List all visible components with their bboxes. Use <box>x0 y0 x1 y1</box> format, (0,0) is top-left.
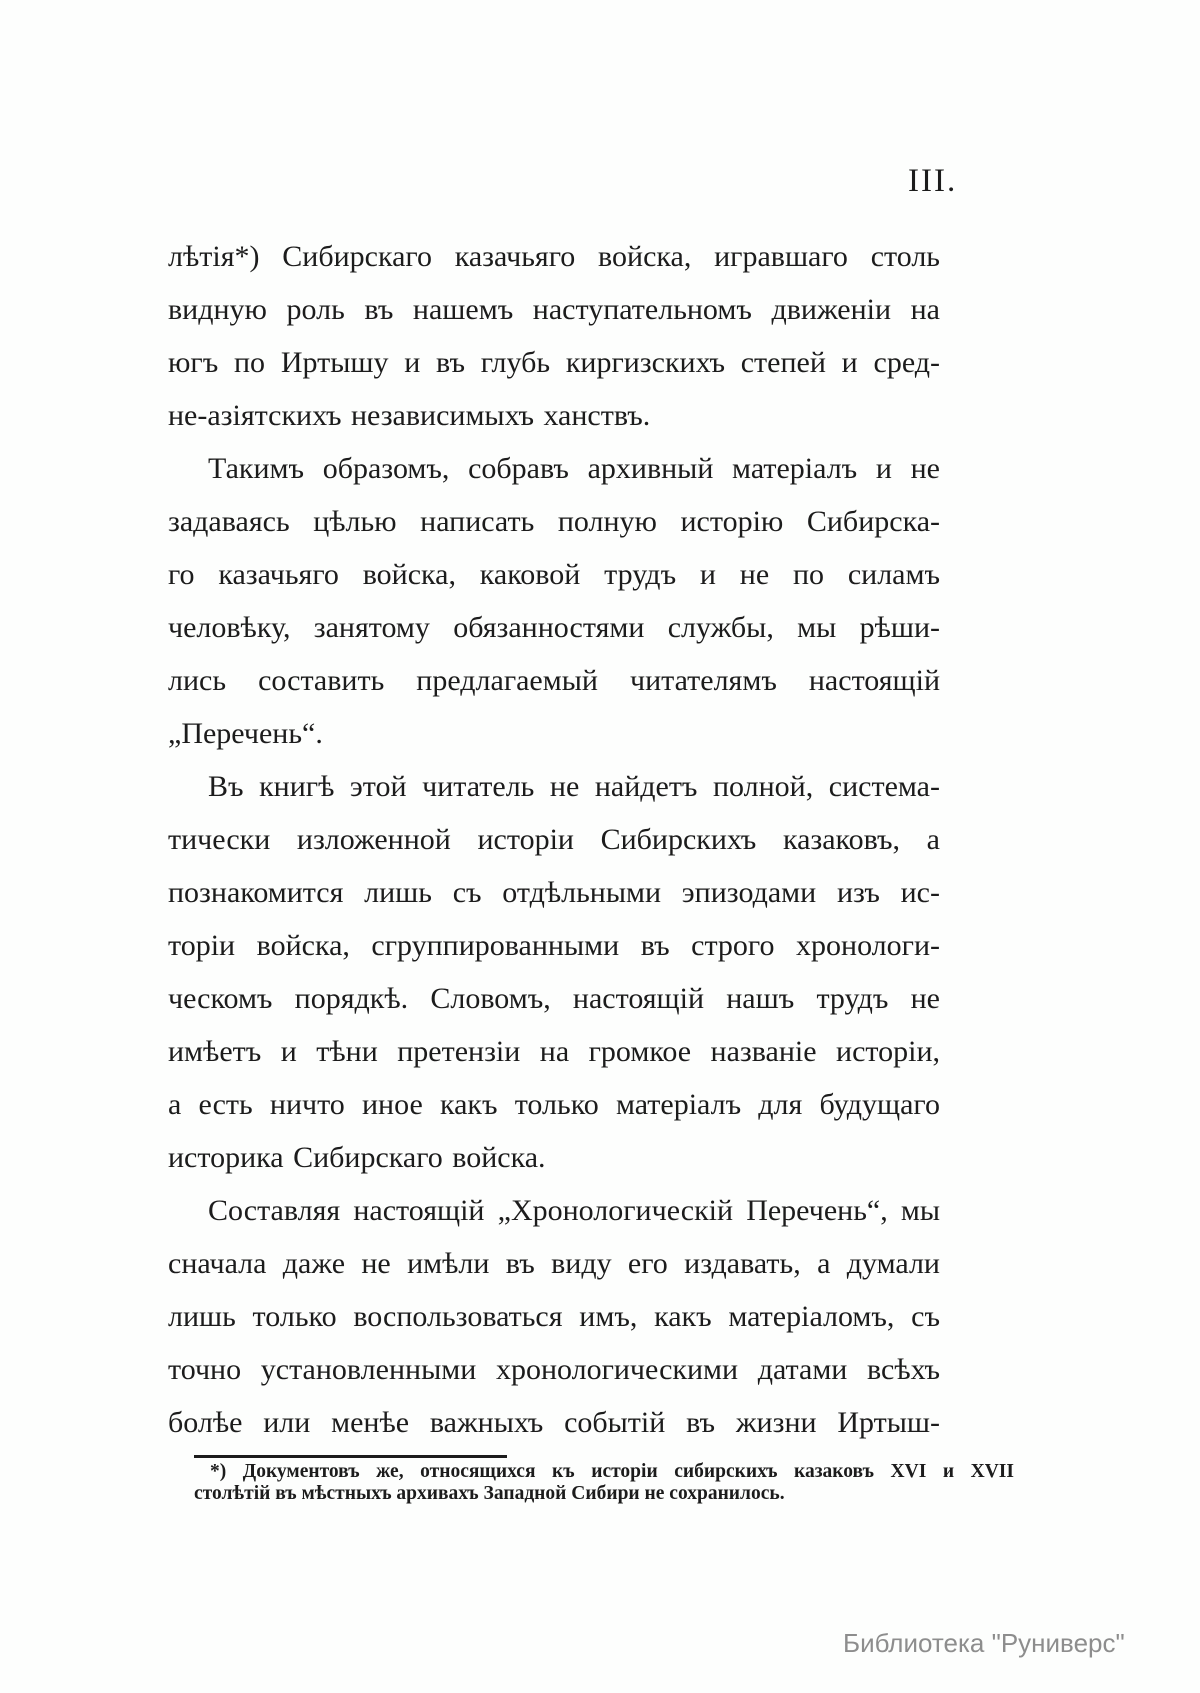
text-line: имѣетъ и тѣни претензіи на громкое названіе исторіи, <box>168 1035 940 1068</box>
text-line: человѣку, занятому обязанностями службы, мы рѣши- <box>168 611 940 644</box>
text-line: торіи войска, сгруппированными въ строго хронологи- <box>168 929 940 962</box>
text-line: „Перечень“. <box>168 717 323 750</box>
page-number: III. <box>908 163 958 199</box>
text-line: лись составить предлагаемый читателямъ настоящій <box>168 664 940 697</box>
footnote-line: столѣтій въ мѣстныхъ архивахъ Западной Сибири не сохранилось. <box>194 1483 785 1504</box>
text-line: ческомъ порядкѣ. Словомъ, настоящій нашъ трудъ не <box>168 982 940 1015</box>
library-watermark: Библиотека "Руниверс" <box>843 1628 1125 1658</box>
text-line: Составляя настоящій „Хронологическій Перечень“, мы <box>208 1194 940 1227</box>
text-line: лишь только воспользоваться имъ, какъ матеріаломъ, съ <box>168 1300 940 1333</box>
text-line: сначала даже не имѣли въ виду его издавать, а думали <box>168 1247 940 1280</box>
footnote <box>194 1461 1014 1505</box>
text-line: Такимъ образомъ, собравъ архивный матеріалъ и не <box>208 452 940 485</box>
text-line: точно установленными хронологическими датами всѣхъ <box>168 1353 940 1386</box>
text-line: югъ по Иртышу и въ глубь киргизскихъ степей и сред- <box>168 346 940 379</box>
text-line: Въ книгѣ этой читатель не найдетъ полной, система- <box>208 770 940 803</box>
footnote-line: *) Документовъ же, относящихся къ исторіи сибирскихъ казаковъ XVI и XVII <box>210 1461 1014 1482</box>
text-line: видную роль въ нашемъ наступательномъ движеніи на <box>168 293 940 326</box>
text-line: не-азіятскихъ независимыхъ ханствъ. <box>168 399 651 432</box>
text-line: го казачьяго войска, каковой трудъ и не по силамъ <box>168 558 940 591</box>
text-line: а есть ничто иное какъ только матеріалъ для будущаго <box>168 1088 940 1121</box>
footnote-separator-rule <box>194 1455 507 1458</box>
text-line: познакомится лишь съ отдѣльными эпизодами изъ ис- <box>168 876 940 909</box>
text-line: лѣтія*) Сибирскаго казачьяго войска, игравшаго столь <box>168 240 940 273</box>
text-line: задаваясь цѣлью написать полную исторію Сибирска- <box>168 505 940 538</box>
body-text <box>168 230 940 1449</box>
text-line: болѣе или менѣе важныхъ событій въ жизни Иртыш- <box>168 1406 940 1439</box>
text-line: тически изложенной исторіи Сибирскихъ казаковъ, а <box>168 823 940 856</box>
text-line: историка Сибирскаго войска. <box>168 1141 546 1174</box>
